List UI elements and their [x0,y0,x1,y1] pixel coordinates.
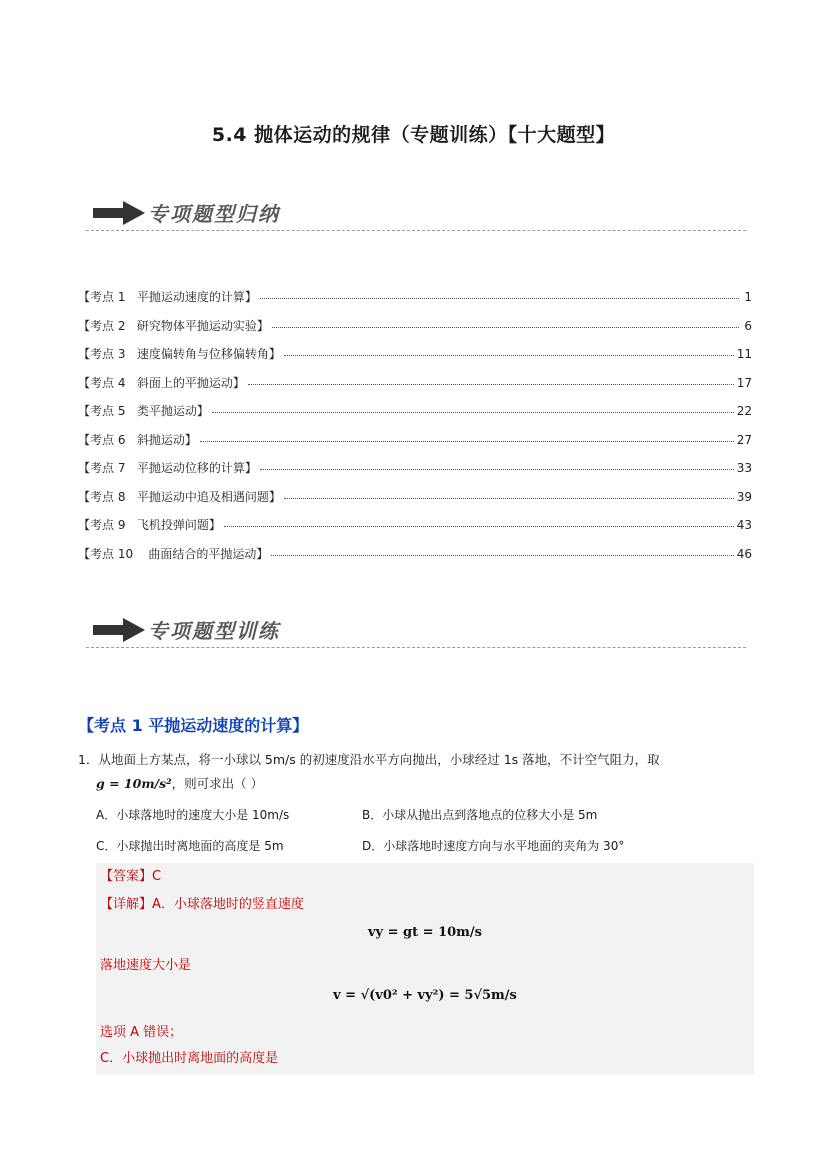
option-c[interactable]: C．小球抛出时离地面的高度是 5m [96,839,284,853]
banner-summary [86,197,746,237]
toc-entry[interactable]: 【考点 2 研究物体平抛运动实验】 6 [78,318,752,333]
formula-v: v = √(v0² + vy²) = 5√5m/s [333,988,517,1003]
question-text-cont: g = 10m/s²，则可求出（ ） [96,776,264,791]
table-of-contents [78,288,752,573]
arrow-right-icon [93,618,145,642]
toc-entry[interactable]: 【考点 7 平抛运动位移的计算】 33 [78,461,752,475]
divider [86,230,746,231]
toc-entry[interactable]: 【考点 5 类平抛运动】 22 [78,404,752,418]
landing-speed-text: 落地速度大小是 [100,958,192,973]
option-d[interactable]: D．小球落地时速度方向与水平地面的夹角为 30° [362,839,625,853]
question-1 [78,748,758,796]
option-b[interactable]: B．小球从抛出点到落地点的位移大小是 5m [362,808,598,822]
section-heading: 【考点 1 平抛运动速度的计算】 [78,716,309,735]
answer-line: 【答案】C [100,869,162,884]
answer-value: C [152,869,162,884]
toc-entry[interactable]: 【考点 8 平抛运动中追及相遇问题】 39 [78,489,752,504]
a-wrong-text: 选项 A 错误； [100,1025,183,1040]
detail-line: 【详解】A．小球落地时的竖直速度 [100,897,304,912]
toc-entry[interactable]: 【考点 3 速度偏转角与位移偏转角】 11 [78,347,752,361]
banner-training [86,614,746,654]
banner-training-text: 专项题型训练 [148,619,280,643]
formula-vy: vy = gt = 10m/s [367,925,482,940]
toc-entry[interactable]: 【考点 4 斜面上的平抛运动】 17 [78,375,752,390]
banner-summary-text: 专项题型归纳 [148,202,280,226]
toc-entry[interactable]: 【考点 9 飞机投弹问题】 43 [78,518,752,532]
answer-panel [96,863,754,1075]
page-title: 5.4 抛体运动的规律（专题训练）【十大题型】 [211,124,616,146]
divider [86,647,746,648]
detail-c-text: C．小球抛出时离地面的高度是 [100,1051,279,1066]
toc-entry[interactable]: 【考点 6 斜抛运动】 27 [78,432,752,447]
question-text: 1．从地面上方某点，将一小球以 5m/s 的初速度沿水平方向抛出，小球经过 1s 落地，不计空气阻力，取 [78,752,660,767]
option-a[interactable]: A．小球落地时的速度大小是 10m/s [96,808,290,822]
arrow-right-icon [93,201,145,225]
toc-entry[interactable]: 【考点 10 曲面结合的平抛运动】 46 [78,546,752,561]
toc-entry[interactable]: 【考点 1 平抛运动速度的计算】 1 [78,290,752,304]
gravity-formula: g = 10m/s² [96,776,172,791]
